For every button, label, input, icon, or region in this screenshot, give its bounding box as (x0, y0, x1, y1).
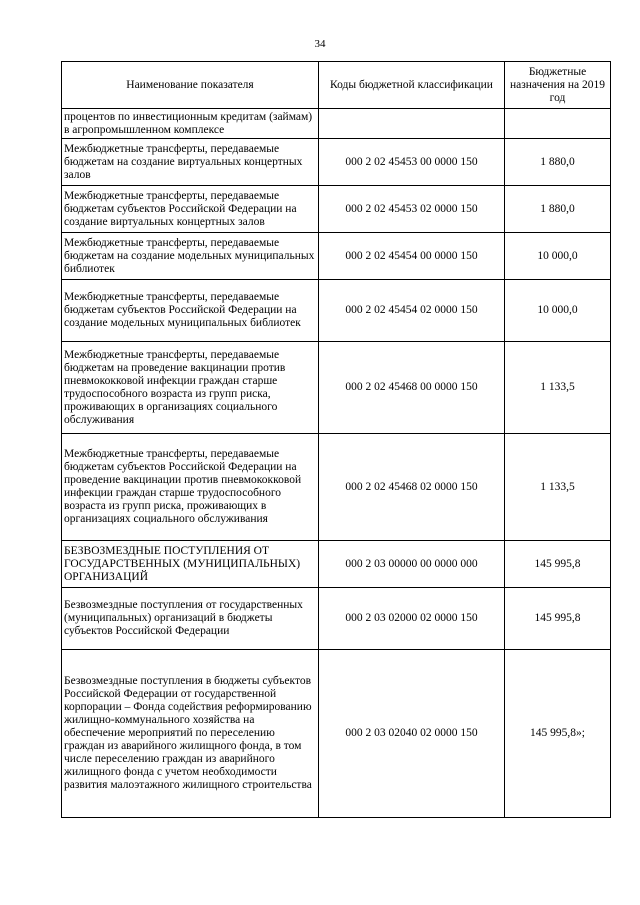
row-code: 000 2 02 45453 00 0000 150 (319, 139, 505, 186)
row-amount: 10 000,0 (505, 280, 611, 342)
table-row (62, 650, 611, 818)
row-code: 000 2 02 45468 02 0000 150 (319, 434, 505, 541)
row-name: Межбюджетные трансферты, передаваемые бюджетам на создание модельных муниципальных библиотек (62, 233, 319, 280)
row-amount (505, 109, 611, 139)
row-name: Безвозмездные поступления от государственных (муниципальных) организаций в бюджеты субъектов Российской Федерации (62, 588, 319, 650)
table-header-row (62, 62, 611, 109)
row-code: 000 2 02 45453 02 0000 150 (319, 186, 505, 233)
table-row (62, 139, 611, 186)
table-row (62, 186, 611, 233)
row-amount: 145 995,8»; (505, 650, 611, 818)
table-row (62, 109, 611, 139)
header-name: Наименование показателя (62, 62, 319, 109)
row-name: Безвозмездные поступления в бюджеты субъектов Российской Федерации от государственной корпорации – Фонда содействия реформированию жилищно-коммунального хозяйства на обеспечение мероприятий по переселению граждан из аварийного жилищного фонда, в том числе переселению граждан из аварийного жилищного фонда с учетом необходимости развития малоэтажного жилищного строительства (62, 650, 319, 818)
row-amount: 10 000,0 (505, 233, 611, 280)
page-number: 34 (314, 38, 326, 50)
row-amount: 145 995,8 (505, 588, 611, 650)
row-name: Межбюджетные трансферты, передаваемые бюджетам субъектов Российской Федерации на создание виртуальных концертных залов (62, 186, 319, 233)
budget-table (61, 61, 611, 818)
row-code: 000 2 02 45468 00 0000 150 (319, 342, 505, 434)
header-code: Коды бюджетной классификации (319, 62, 505, 109)
table-row (62, 280, 611, 342)
row-amount: 1 880,0 (505, 186, 611, 233)
table-row (62, 588, 611, 650)
row-code: 000 2 03 00000 00 0000 000 (319, 541, 505, 588)
row-amount: 1 133,5 (505, 342, 611, 434)
row-name: Межбюджетные трансферты, передаваемые бюджетам на проведение вакцинации против пневмококковой инфекции граждан старше трудоспособного возраста из групп риска, проживающих в организациях социального обслуживания (62, 342, 319, 434)
row-code: 000 2 03 02040 02 0000 150 (319, 650, 505, 818)
row-code (319, 109, 505, 139)
row-code: 000 2 02 45454 00 0000 150 (319, 233, 505, 280)
row-name: Межбюджетные трансферты, передаваемые бюджетам субъектов Российской Федерации на проведение вакцинации против пневмококковой инфекции граждан старше трудоспособного возраста из групп риска, проживающих в организациях социального обслуживания (62, 434, 319, 541)
row-name: процентов по инвестиционным кредитам (займам) в агропромышленном комплексе (62, 109, 319, 139)
row-amount: 1 133,5 (505, 434, 611, 541)
table-row (62, 541, 611, 588)
row-amount: 145 995,8 (505, 541, 611, 588)
table-row (62, 233, 611, 280)
row-name: Межбюджетные трансферты, передаваемые бюджетам на создание виртуальных концертных залов (62, 139, 319, 186)
row-name: Межбюджетные трансферты, передаваемые бюджетам субъектов Российской Федерации на создание модельных муниципальных библиотек (62, 280, 319, 342)
table-row (62, 342, 611, 434)
header-amount: Бюджетные назначения на 2019 год (505, 62, 611, 109)
row-code: 000 2 03 02000 02 0000 150 (319, 588, 505, 650)
row-amount: 1 880,0 (505, 139, 611, 186)
row-name: БЕЗВОЗМЕЗДНЫЕ ПОСТУПЛЕНИЯ ОТ ГОСУДАРСТВЕННЫХ (МУНИЦИПАЛЬНЫХ) ОРГАНИЗАЦИЙ (62, 541, 319, 588)
row-code: 000 2 02 45454 02 0000 150 (319, 280, 505, 342)
table-row (62, 434, 611, 541)
